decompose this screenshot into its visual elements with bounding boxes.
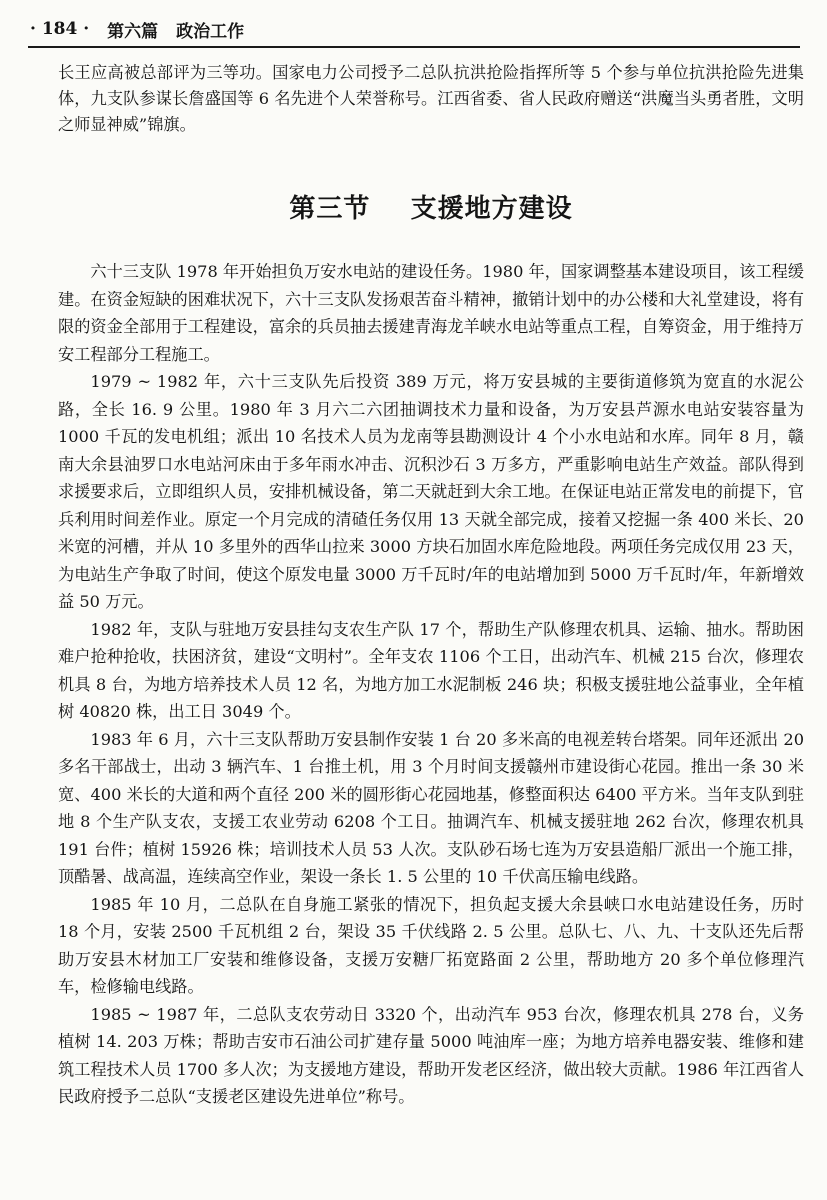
section-title: 第三节 支援地方建设 (289, 194, 573, 224)
paragraph-3: 1982 年，支队与驻地万安县挂勾支农生产队 17 个，帮助生产队修理农机具、运输、抽水。帮助困难户抢种抢收，扶困济贫，建设“文明村”。全年支农 1106 个工日，出动汽车、机械 215 台次，修理农机具 8 台，为地方培养技术人员 12 名，为地方加工水泥制板 246 块；积极支援驻地公益事业，全年植树 40820 株，出工日 3049 个。 (58, 619, 804, 721)
section-body (58, 258, 804, 1111)
page-number: · 184 · (30, 19, 90, 39)
paragraph-4: 1983 年 6 月，六十三支队帮助万安县制作安装 1 台 20 多米高的电视差转台塔架。同年还派出 20 多名干部战士，出动 3 辆汽车、1 台推土机，用 3 个月时间支援赣州市建设街心花园。推出一条 30 米宽、400 米长的大道和两个直径 200 米的圆形街心花园地基，修整面积达 6400 平方米。当年支队到驻地 8 个生产队支农，支援工农业劳动 6208 个工日。抽调汽车、机械支援驻地 262 台次，修理农机具 191 台件；植树 15926 株；培训技术人员 53 人次。支队砂石场七连为万安县造船厂派出一个施工排，顶酷暑、战高温，连续高空作业，架设一条长 1. 5 公里的 10 千伏高压输电线路。 (58, 729, 804, 886)
intro-text-block (58, 60, 804, 142)
running-header (30, 14, 800, 44)
paragraph-5: 1985 年 10 月，二总队在自身施工紧张的情况下，担负起支援大余县峡口水电站建设任务，历时 18 个月，安装 2500 千瓦机组 2 台，架设 35 千伏线路 2. 5 公里。总队七、八、九、十支队还先后帮助万安县木材加工厂安装和维修设备，支援万安糖厂拓宽路面 2 公里，帮助地方 20 多个单位修理汽车，检修输电线路。 (58, 894, 804, 996)
intro-paragraph: 长王应高被总部评为三等功。国家电力公司授予二总队抗洪抢险指挥所等 5 个参与单位抗洪抢险先进集体，九支队参谋长詹盛国等 6 名先进个人荣誉称号。江西省委、省人民政府赠送“洪魔当头勇者胜，文明之师显神威”锦旗。 (58, 63, 804, 134)
part-label: 第六篇 (107, 21, 159, 42)
paragraph-1: 六十三支队 1978 年开始担负万安水电站的建设任务。1980 年，国家调整基本建设项目，该工程缓建。在资金短缺的困难状况下，六十三支队发扬艰苦奋斗精神，撤销计划中的办公楼和大礼堂建设，将有限的资金全部用于工程建设，富余的兵员抽去援建青海龙羊峡水电站等重点工程，自筹资金，用于维持万安工程部分工程施工。 (58, 262, 804, 364)
paragraph-6: 1985 ~ 1987 年，二总队支农劳动日 3320 个，出动汽车 953 台次，修理农机具 278 台，义务植树 14. 203 万株；帮助吉安市石油公司扩建存量 5000 吨油库一座；为地方培养电器安装、维修和建筑工程技术人员 1700 多人次；为支援地方建设，帮助开发老区经济，做出较大贡献。1986 年江西省人民政府授予二总队“支援老区建设先进单位”称号。 (58, 1004, 804, 1106)
paragraph-2: 1979 ~ 1982 年，六十三支队先后投资 389 万元，将万安县城的主要街道修筑为宽直的水泥公路，全长 16. 9 公里。1980 年 3 月六二六团抽调技术力量和设备，为万安县芦源水电站安装容量为 1000 千瓦的发电机组；派出 10 名技术人员为龙南等县勘测设计 4 个小水电站和水库。同年 8 月，赣南大余县油罗口水电站河床由于多年雨水冲击、沉积沙石 3 万多方，严重影响电站生产效益。部队得到求援要求后，立即组织人员，安排机械设备，第二天就赶到大余工地。在保证电站正常发电的前提下，官兵利用时间差作业。原定一个月完成的清碴任务仅用 13 天就全部完成，接着又挖掘一条 400 米长、20 米宽的河槽，并从 10 多里外的西华山拉来 3000 方块石加固水库危险地段。两项任务完成仅用 23 天，为电站生产争取了时间，使这个原发电量 3000 万千瓦时/年的电站增加到 5000 万千瓦时/年，年新增效益 50 万元。 (58, 372, 804, 611)
header-rule (28, 46, 800, 48)
part-title: 政治工作 (176, 21, 245, 42)
